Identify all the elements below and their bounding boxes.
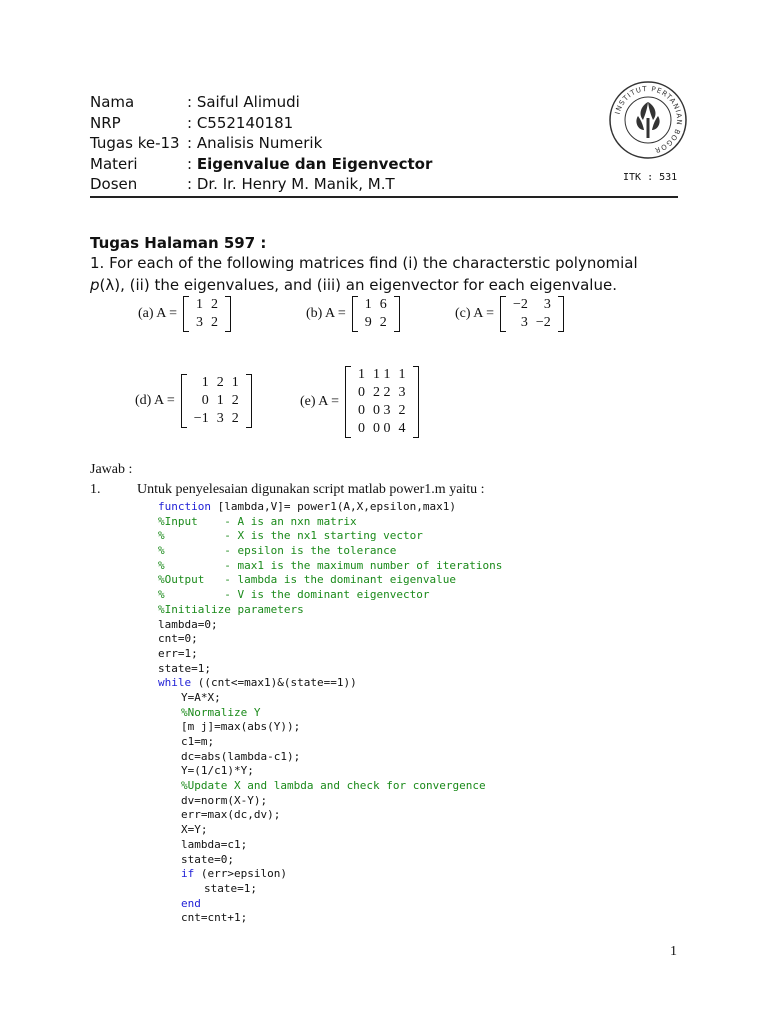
code-line	[158, 720, 502, 735]
matrix-cell: −1	[193, 411, 209, 426]
code-line	[158, 588, 502, 603]
matrix-cell: 1	[196, 297, 203, 312]
code-line	[158, 779, 502, 794]
code-line	[158, 618, 502, 633]
matrix-cell: 1	[364, 297, 372, 312]
code-comment: % - V is the dominant eigenvector	[158, 588, 430, 602]
answer-item-number: 1.	[90, 482, 101, 497]
info-row-tugas	[90, 133, 432, 154]
info-value: Eigenvalue dan Eigenvector	[196, 154, 433, 173]
matrix-cell: 2	[231, 393, 239, 408]
code-text: [lambda,V]= power1(A,X,epsilon,max1)	[210, 500, 457, 513]
polynomial-symbol: p	[90, 275, 100, 294]
info-value: : C552140181	[187, 113, 294, 132]
answer-item-text: Untuk penyelesaian digunakan script matlab power1.m yaitu :	[137, 482, 485, 497]
task-description	[90, 253, 690, 296]
code-text: state=0;	[181, 852, 234, 866]
university-logo	[608, 80, 688, 160]
code-line	[158, 662, 502, 677]
matrix-entries	[192, 296, 222, 332]
matrix-cell: 2	[216, 375, 224, 390]
page-number: 1	[670, 944, 677, 959]
code-line	[158, 823, 502, 838]
code-line	[158, 867, 502, 882]
info-label: Materi	[90, 154, 138, 173]
matrix-cell: 0 3	[373, 403, 391, 418]
matrix-cell: 1	[231, 375, 239, 390]
answer-item	[90, 482, 485, 498]
matrix-cell: 1 1	[373, 367, 391, 382]
matrix-d	[135, 374, 252, 428]
code-keyword: while	[158, 676, 192, 690]
code-line	[158, 559, 502, 574]
info-label: Nama	[90, 93, 135, 111]
code-line	[158, 706, 502, 721]
matrix-c	[455, 296, 564, 332]
code-keyword: end	[181, 896, 201, 910]
code-line	[158, 882, 502, 897]
course-code: ITK : 531	[623, 172, 678, 183]
matrix-cell: 3	[216, 411, 224, 426]
matrix-entries	[190, 374, 243, 428]
code-comment: %Update X and lambda and check for convergence	[181, 779, 486, 793]
code-line	[158, 632, 502, 647]
matrix-e	[300, 366, 419, 438]
code-line	[158, 853, 502, 868]
matrix-brackets	[500, 296, 564, 332]
code-comment: % - max1 is the maximum number of iterations	[158, 558, 503, 572]
matrix-entries	[354, 366, 410, 438]
code-keyword: if	[181, 867, 195, 881]
code-text: state=1;	[204, 881, 257, 895]
info-row-nama	[90, 92, 432, 113]
matrix-cell: 2	[211, 315, 218, 330]
matrix-cell: 2	[231, 411, 239, 426]
code-text: [m j]=max(abs(Y));	[181, 720, 301, 734]
task-line-1: 1. For each of the following matrices find (i) the characterstic polynomial	[90, 254, 638, 272]
matrix-a	[138, 296, 231, 332]
matlab-code-listing	[158, 500, 502, 926]
code-line	[158, 735, 502, 750]
code-keyword: function	[158, 500, 211, 513]
info-value: : Saiful Alimudi	[187, 93, 300, 111]
info-value: : Dr. Ir. Henry M. Manik, M.T	[187, 175, 395, 194]
info-row-nrp	[90, 113, 432, 134]
code-line	[158, 897, 502, 912]
matrix-cell: 9	[364, 315, 372, 330]
matrix-cell: 0	[358, 421, 365, 436]
matrix-cell: 0	[358, 403, 365, 418]
matrix-cell: 3	[543, 297, 551, 312]
code-comment: %Initialize parameters	[158, 602, 304, 616]
matrix-brackets	[181, 374, 252, 428]
matrix-label: (b) A =	[306, 306, 346, 321]
matrix-cell: 1	[201, 375, 209, 390]
matrix-cell: 1	[398, 367, 406, 382]
code-line	[158, 647, 502, 662]
code-line	[158, 750, 502, 765]
matrix-cell: 3	[398, 385, 406, 400]
matrix-entries	[509, 296, 555, 332]
matrix-cell: −2	[513, 297, 528, 312]
code-line	[158, 764, 502, 779]
matrix-brackets	[183, 296, 231, 332]
matrix-brackets	[345, 366, 419, 438]
code-line	[158, 529, 502, 544]
code-text: lambda=0;	[158, 617, 218, 631]
info-label: NRP	[90, 113, 121, 132]
student-info	[90, 92, 432, 195]
info-label: Tugas ke-13	[90, 134, 180, 153]
code-line	[158, 500, 502, 515]
matrix-b	[306, 296, 400, 332]
code-line	[158, 515, 502, 530]
code-line	[158, 794, 502, 809]
code-text: Y=A*X;	[181, 690, 221, 704]
task-title: Tugas Halaman 597 :	[90, 234, 267, 252]
info-value: : Analisis Numerik	[187, 134, 323, 153]
code-comment: %Output - lambda is the dominant eigenvalue	[158, 573, 457, 587]
code-line	[158, 603, 502, 618]
code-text: X=Y;	[181, 823, 208, 837]
info-row-materi	[90, 154, 432, 175]
matrix-cell: 1	[216, 393, 224, 408]
matrix-cell: −2	[535, 315, 551, 330]
code-comment: %Input - A is an nxn matrix	[158, 514, 357, 528]
code-line	[158, 573, 502, 588]
code-text: (err>epsilon)	[194, 867, 287, 881]
code-text: dv=norm(X-Y);	[181, 793, 268, 807]
code-text: state=1;	[158, 661, 211, 675]
matrix-cell: 2	[211, 297, 218, 312]
matrix-cell: 2	[379, 315, 387, 330]
code-text: dc=abs(lambda-c1);	[181, 749, 301, 763]
code-line	[158, 691, 502, 706]
code-text: ((cnt<=max1)&(state==1))	[191, 676, 357, 690]
matrix-cell: 0 0	[373, 421, 391, 436]
code-line	[158, 676, 502, 691]
code-text: Y=(1/c1)*Y;	[181, 764, 254, 778]
code-line	[158, 838, 502, 853]
matrix-cell: 3	[196, 315, 203, 330]
matrix-label: (e) A =	[300, 394, 339, 409]
info-row-dosen	[90, 174, 432, 195]
task-line-2-text: (λ), (ii) the eigenvalues, and (iii) an eigenvector for each eigenvalue.	[99, 275, 617, 294]
code-text: err=max(dc,dv);	[181, 808, 281, 822]
code-comment: % - epsilon is the tolerance	[158, 544, 397, 558]
code-line	[158, 911, 502, 926]
task-line-2	[90, 275, 690, 297]
info-label: Dosen	[90, 175, 138, 194]
code-comment: % - X is the nx1 starting vector	[158, 529, 423, 543]
info-value-prefix: :	[187, 154, 197, 173]
code-text: lambda=c1;	[181, 837, 248, 851]
matrix-cell: 0	[201, 393, 209, 408]
matrix-cell: 2	[398, 403, 406, 418]
header-divider	[90, 196, 678, 198]
matrix-cell: 6	[379, 297, 387, 312]
matrix-label: (a) A =	[138, 306, 177, 321]
matrix-entries	[361, 296, 391, 332]
code-text: cnt=cnt+1;	[181, 911, 248, 925]
code-text: c1=m;	[181, 735, 215, 748]
answer-heading: Jawab :	[90, 462, 133, 477]
matrix-label: (c) A =	[455, 306, 494, 321]
code-line	[158, 544, 502, 559]
matrix-cell: 2 2	[373, 385, 391, 400]
code-comment: %Normalize Y	[181, 705, 261, 719]
matrix-cell: 0	[358, 385, 365, 400]
matrix-cell: 3	[520, 315, 528, 330]
matrix-cell: 4	[398, 421, 406, 436]
code-text: err=1;	[158, 646, 198, 660]
code-line	[158, 808, 502, 823]
matrix-brackets	[352, 296, 400, 332]
matrix-cell: 1	[358, 367, 365, 382]
code-text: cnt=0;	[158, 632, 198, 646]
svg-text:INSTITUT PERTANIAN BOGOR: INSTITUT PERTANIAN BOGOR	[613, 84, 684, 155]
matrix-label: (d) A =	[135, 393, 175, 408]
